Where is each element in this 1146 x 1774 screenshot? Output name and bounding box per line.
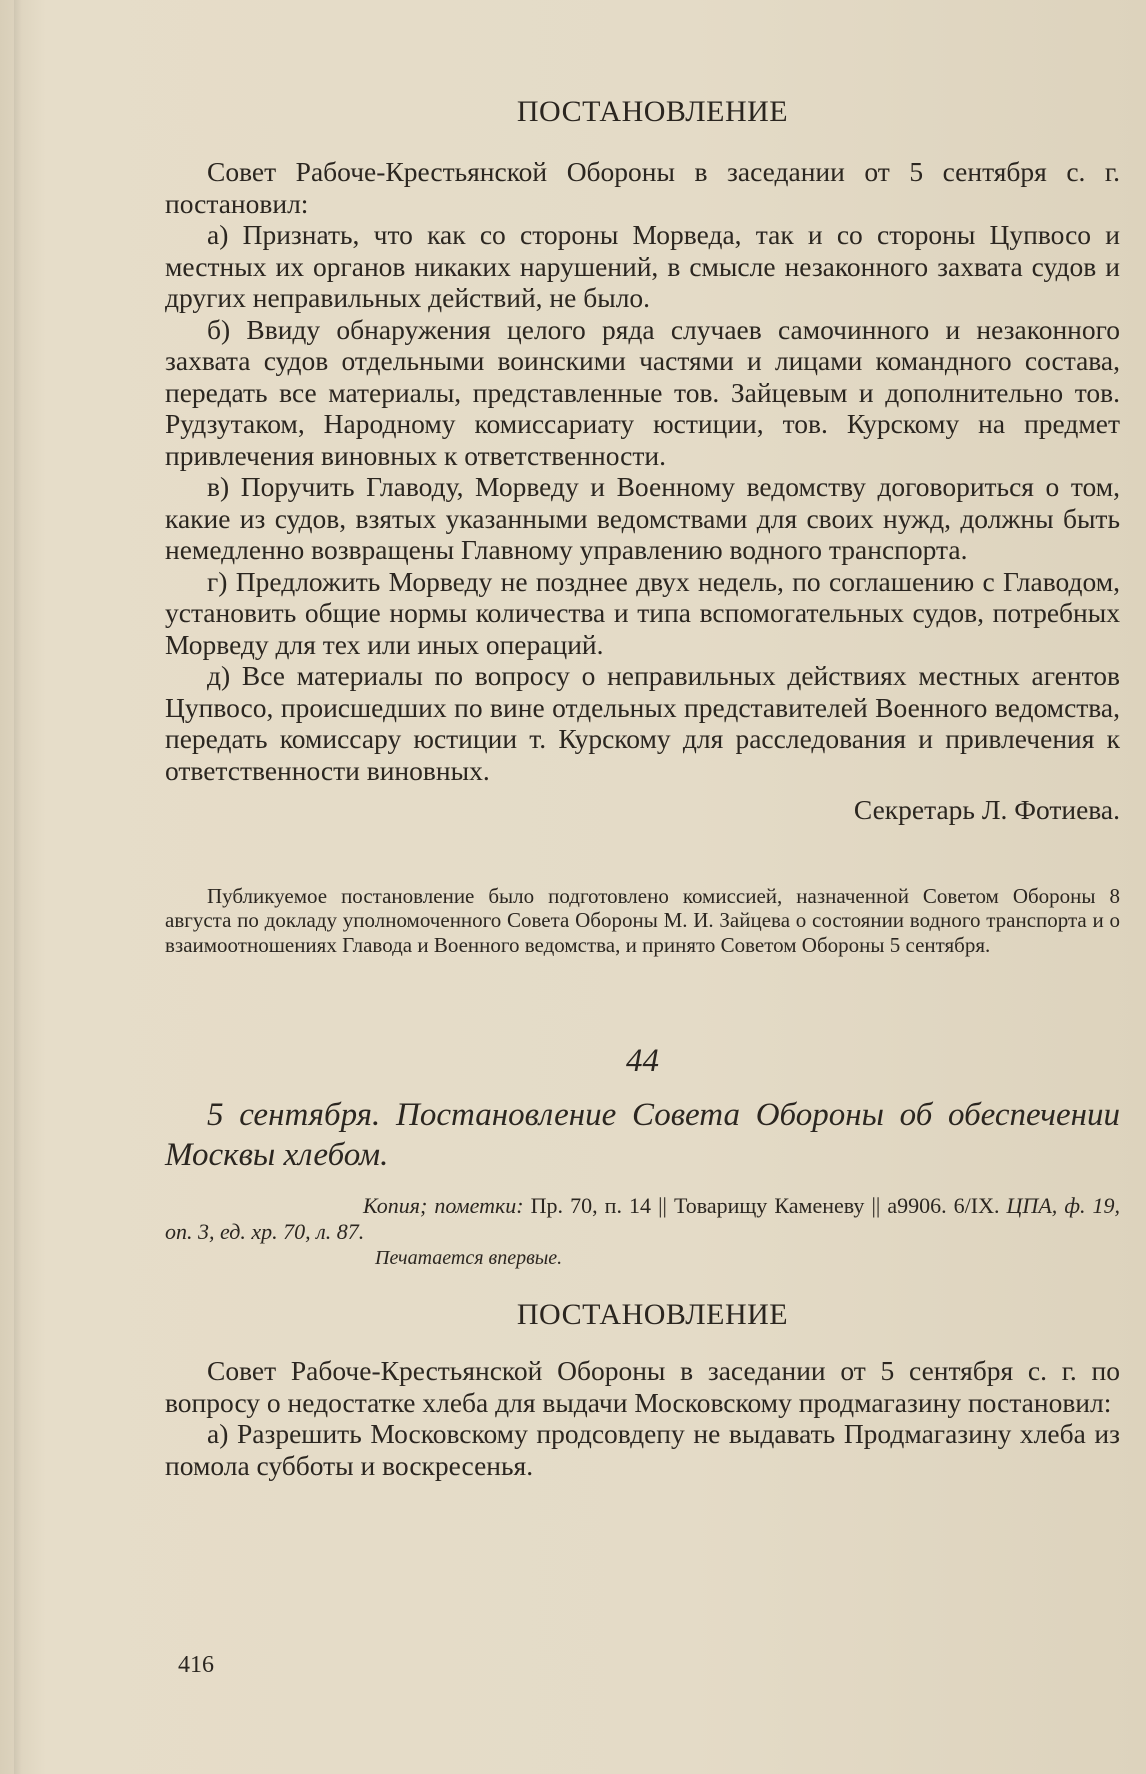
resolution-item-a: а) Признать, что как со стороны Морведа, так и со стороны Цупвосо и местных их органов никаких нарушений, в смысле незаконного захвата судов и других неправильных действий, не было. (165, 219, 1120, 313)
second-resolution-item-a: а) Разрешить Московскому продсовдепу не выдавать Продмагазину хлеба из помола субботы и воскресенья. (165, 1418, 1120, 1481)
resolution-item-v: в) Поручить Главоду, Морведу и Военному ведомству договориться о том, какие из судов, взятых указанными ведомствами для своих нужд, должны быть немедленно возвращены Главному управлению водного транспорта. (165, 471, 1120, 565)
printed-first-note: Печатается впервые. (375, 1247, 563, 1269)
resolution-intro: Совет Рабоче-Крестьянской Обороны в заседании от 5 сентября с. г. постановил: (165, 156, 1120, 219)
second-resolution-intro: Совет Рабоче-Крестьянской Обороны в заседании от 5 сентября с. г. по вопросу о недостатке хлеба для выдачи Московскому продмагазину постановил: (165, 1355, 1120, 1418)
editorial-note: Публикуемое постановление было подготовлено комиссией, назначенной Советом Обороны 8 августа по докладу уполномоченного Совета Обороны М. И. Зайцева о состоянии водного транспорта и о взаимоотношениях Главода и Военного ведомства, и принято Советом Обороны 5 сентября. (165, 883, 1120, 957)
source-archive: ЦПА, ф. 19, оп. 3, ед. хр. 70, л. 87. (165, 1193, 1121, 1244)
page-number: 416 (178, 1652, 214, 1678)
resolution-item-b: б) Ввиду обнаружения целого ряда случаев самочинного и незаконного захвата судов отдельными воинскими частями и лицами командного состава, передать все материалы, представленные тов. Зайцевым и дополнительно тов. Рудзутаком, Народному комиссариату юстиции, тов. Курскому на предмет привлечения виновных к ответственности. (165, 313, 1120, 471)
resolution-item-g: г) Предложить Морведу не позднее двух недель, по соглашению с Главодом, установить общие нормы количества и типа вспомогательных судов, потребных Морведу для тех или иных операций. (165, 565, 1120, 660)
source-reference (165, 1193, 1120, 1245)
source-marks: Пр. 70, п. 14 || Товарищу Каменеву || а9906. 6/IX. (530, 1193, 1000, 1218)
resolution-heading: ПОСТАНОВЛЕНИЕ (516, 95, 789, 128)
resolution-item-d: д) Все материалы по вопросу о неправильных действиях местных агентов Цупвосо, происшедших по вине отдельных представителей Военного ведомства, передать комиссару юстиции т. Курскому для расследования и привлечения к ответственности виновных. (165, 660, 1120, 786)
page-content (165, 90, 1120, 1481)
second-resolution-heading: ПОСТАНОВЛЕНИЕ (516, 1298, 789, 1331)
document-title: 5 сентября. Постановление Совета Обороны об обеспечении Москвы хлебом. (165, 1097, 1120, 1173)
source-label: Копия; пометки: (363, 1193, 524, 1218)
secretary-signature: Секретарь Л. Фотиева. (853, 794, 1120, 825)
page-fold-shadow (14, 0, 22, 1774)
document-number: 44 (626, 1043, 659, 1079)
